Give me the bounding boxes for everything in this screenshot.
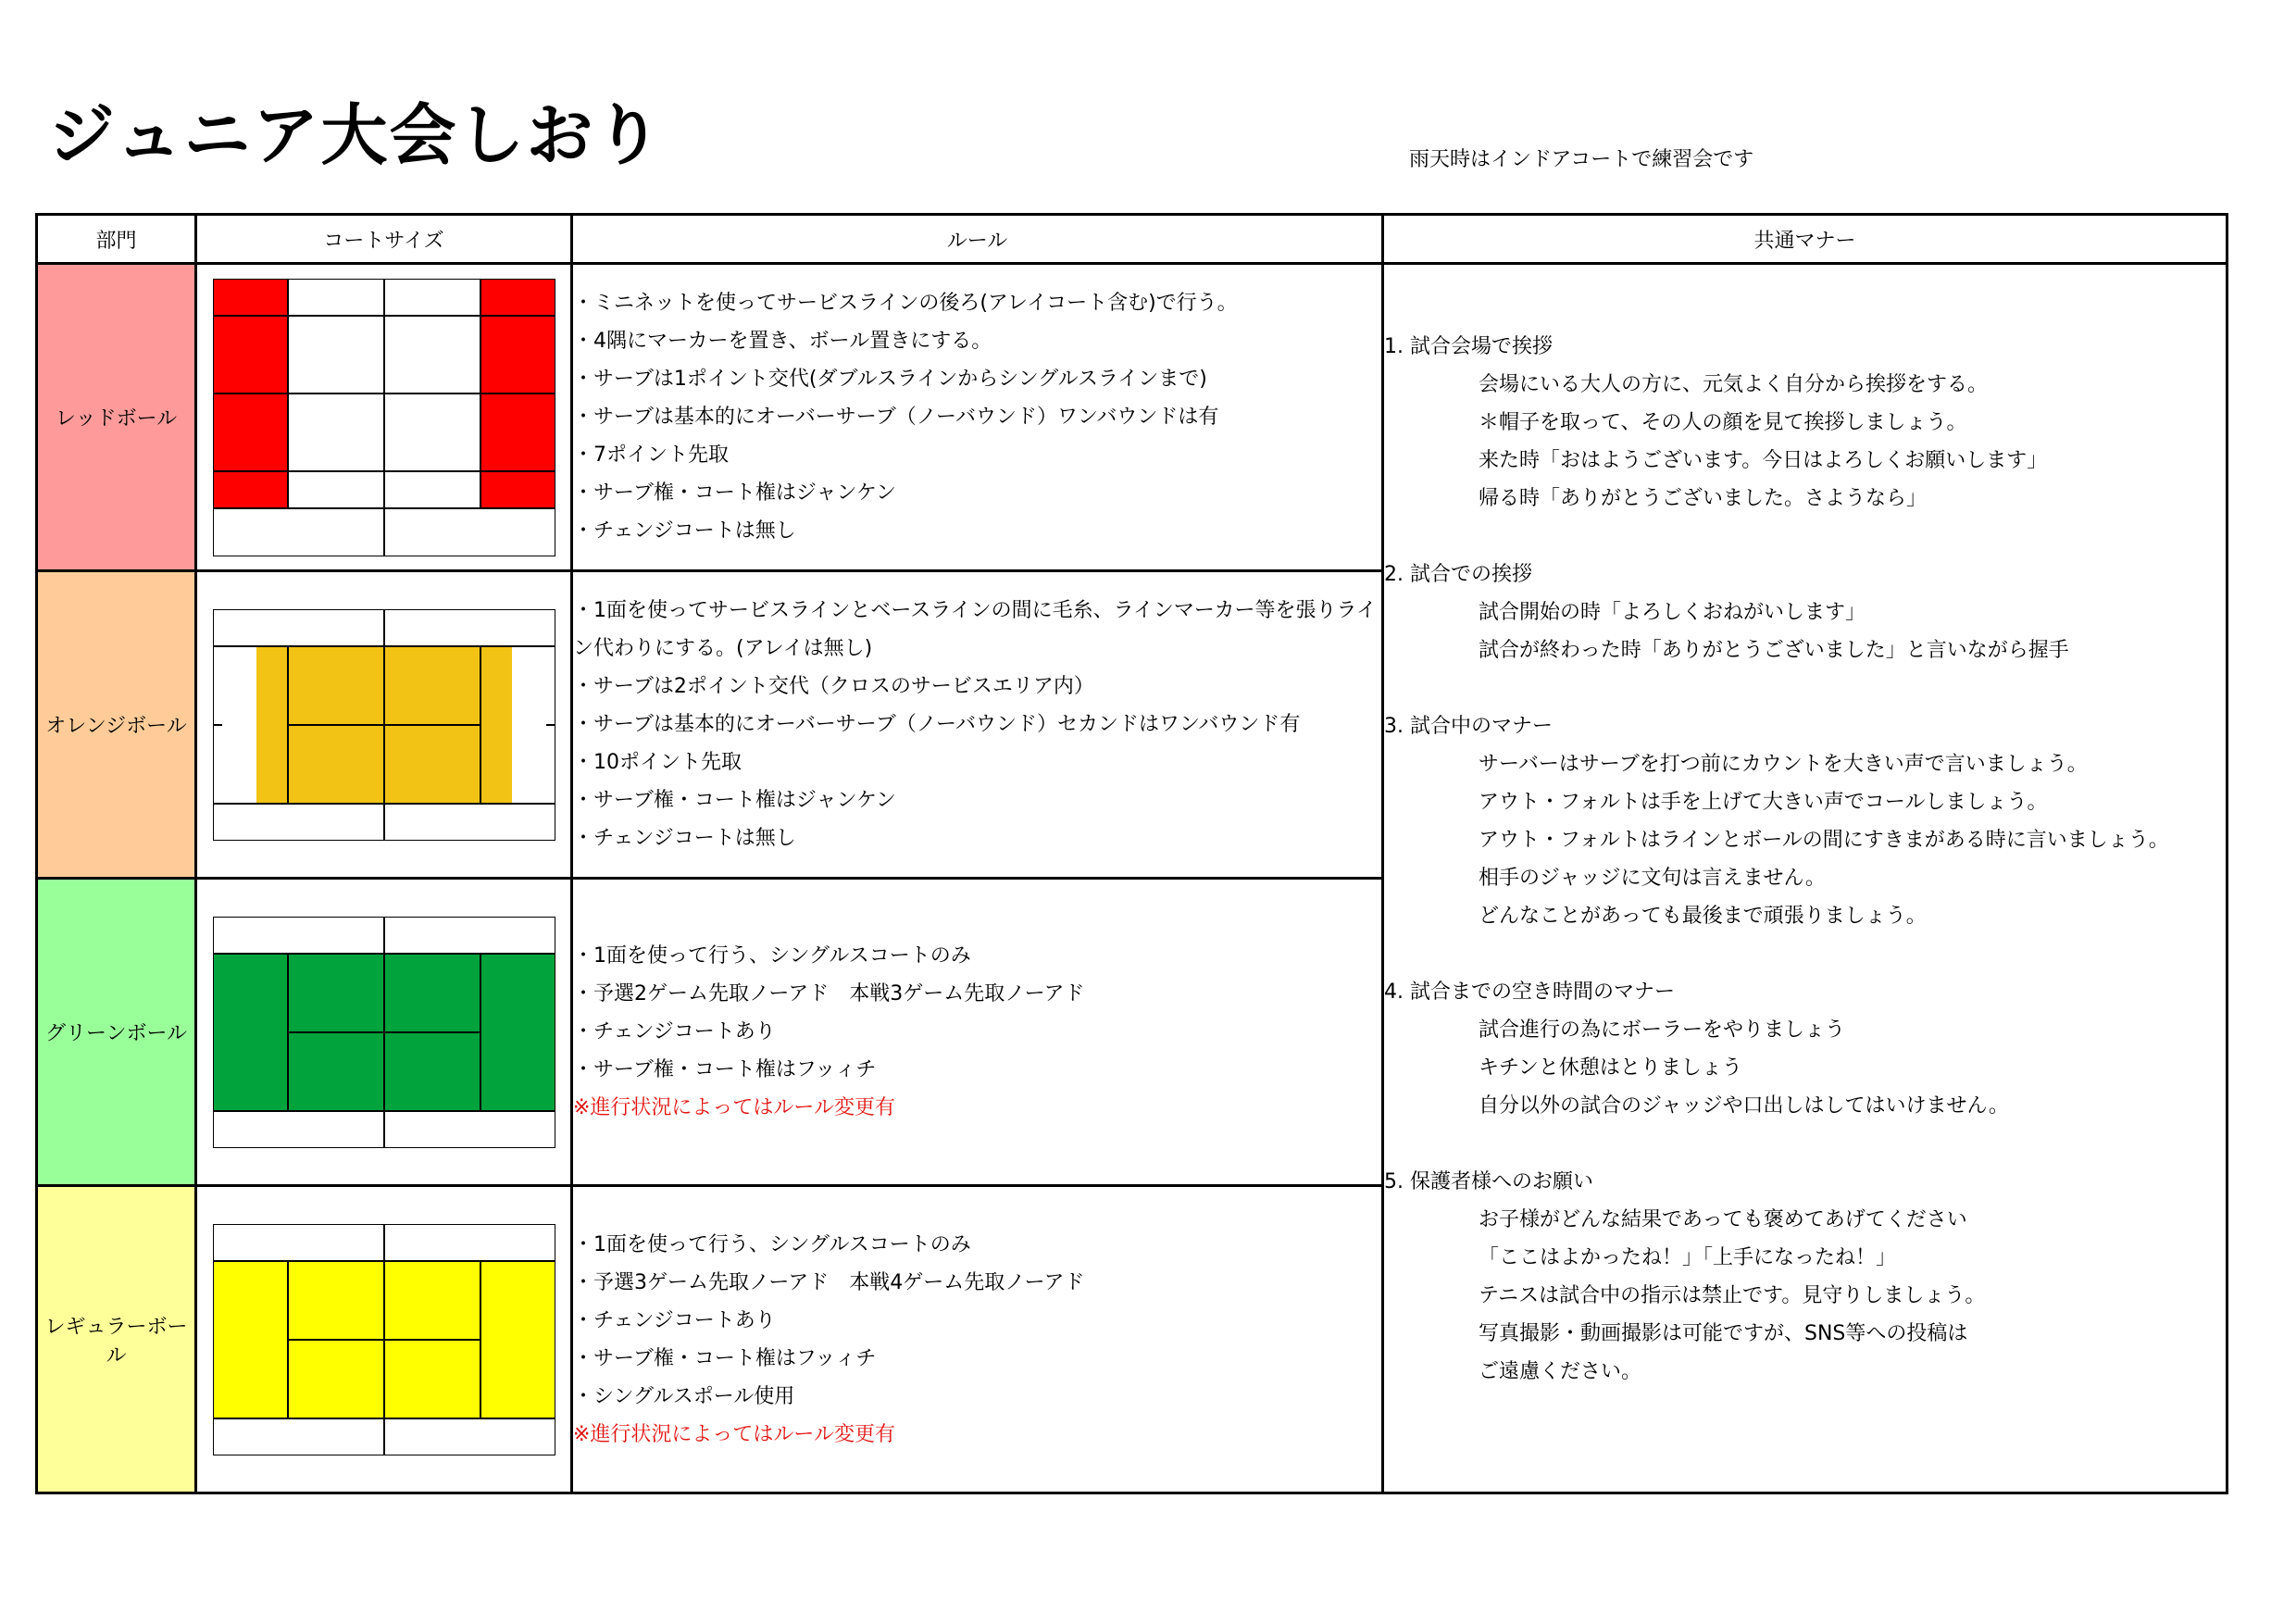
- rule-item: ・シングルスポール使用: [573, 1384, 795, 1408]
- manner-line: アウト・フォルトはラインとボールの間にすきまがある時に言いましょう。: [1479, 829, 2169, 852]
- rule-item: ・ミニネットを使ってサービスラインの後ろ(アレイコート含む)で行う。: [573, 292, 1238, 315]
- manner-line: 試合が終わった時「ありがとうございました」と言いながら握手: [1479, 639, 2069, 662]
- manner-section-3: [1384, 707, 2226, 935]
- page-title: ジュニア大会しおり: [48, 96, 664, 174]
- rule-item: ・サーブは1ポイント交代(ダブルスラインからシングルスラインまで): [573, 368, 1207, 391]
- rule-item: ・7ポイント先取: [573, 443, 729, 467]
- manner-line: 試合進行の為にボーラーをやりましょう: [1479, 1018, 1846, 1042]
- manner-line: お子様がどんな結果であっても褒めてあげてください: [1479, 1208, 1967, 1231]
- common-manners: [1383, 264, 2227, 1493]
- rule-item: ・サーブ権・コート権はジャンケン: [573, 481, 896, 505]
- rule-item: ・予選2ゲーム先取ノーアド 本戦3ゲーム先取ノーアド: [573, 982, 1085, 1006]
- manner-heading: 3. 試合中のマナー: [1384, 715, 1553, 738]
- rule-item: ・4隅にマーカーを置き、ボール置きにする。: [573, 330, 992, 353]
- rule-change-note: ※進行状況によってはルール変更有: [573, 1422, 895, 1446]
- rules-red: [572, 264, 1383, 571]
- manner-line: テニスは試合中の指示は禁止です。見守りしましょう。: [1479, 1284, 1986, 1307]
- green-court-diagram: [213, 917, 555, 1148]
- manner-line: キチンと休憩はとりましょう: [1479, 1056, 1742, 1080]
- rule-item: ・サーブ権・コート権はジャンケン: [573, 789, 896, 812]
- manner-line: 会場にいる大人の方に、元気よく自分から挨拶をする。: [1479, 373, 1989, 396]
- header-rules: ルール: [572, 215, 1383, 264]
- rules-orange: [572, 571, 1383, 879]
- rule-item: ・チェンジコートあり: [573, 1020, 776, 1043]
- header-row: [37, 215, 2227, 264]
- manner-section-4: [1384, 973, 2226, 1125]
- manner-line: 来た時「おはようございます。今日はよろしくお願いします」: [1479, 449, 2048, 472]
- tournament-guide-table: [35, 213, 2228, 1494]
- manner-line: ご遠慮ください。: [1479, 1360, 1642, 1383]
- header-category: 部門: [37, 215, 196, 264]
- court-size-green: [196, 879, 572, 1186]
- manner-line: どんなことがあっても最後まで頑張りましょう。: [1479, 905, 1927, 928]
- header-court-size: コートサイズ: [196, 215, 572, 264]
- category-orange-ball: オレンジボール: [37, 571, 196, 879]
- category-green-ball: グリーンボール: [37, 879, 196, 1186]
- rule-item: ・チェンジコートあり: [573, 1308, 776, 1332]
- manner-heading: 4. 試合までの空き時間のマナー: [1384, 981, 1675, 1004]
- manner-line: サーバーはサーブを打つ前にカウントを大きい声で言いましょう。: [1479, 753, 2088, 776]
- category-regular-ball: レギュラーボール: [37, 1186, 196, 1493]
- rule-item: ・予選3ゲーム先取ノーアド 本戦4ゲーム先取ノーアド: [573, 1270, 1085, 1294]
- rule-item: ・サーブは2ポイント交代（クロスのサービスエリア内）: [573, 675, 1094, 698]
- rule-item: ・サーブ権・コート権はフッィチ: [573, 1058, 877, 1081]
- rule-item: ・チェンジコートは無し: [573, 827, 796, 850]
- rule-change-note: ※進行状況によってはルール変更有: [573, 1096, 895, 1119]
- rule-item: ・1面を使って行う、シングルスコートのみ: [573, 944, 971, 968]
- manner-section-5: [1384, 1163, 2226, 1391]
- rain-note: 雨天時はインドアコートで練習会です: [1409, 148, 1754, 171]
- row-red-ball: [37, 264, 2227, 571]
- rule-item: ・チェンジコートは無し: [573, 519, 796, 543]
- rule-item: ・サーブは基本的にオーバーサーブ（ノーバウンド）ワンバウンドは有: [573, 406, 1219, 429]
- manner-section-1: [1384, 328, 2226, 518]
- header-manners: 共通マナー: [1383, 215, 2227, 264]
- court-size-regular: [196, 1186, 572, 1493]
- orange-court-diagram: [213, 609, 555, 841]
- rule-item: ・サーブは基本的にオーバーサーブ（ノーバウンド）セカンドはワンバウンド有: [573, 713, 1301, 736]
- manner-line: アウト・フォルトは手を上げて大きい声でコールしましょう。: [1479, 791, 2048, 814]
- manner-line: 試合開始の時「よろしくおねがいします」: [1479, 601, 1866, 624]
- rules-green: [572, 879, 1383, 1186]
- manner-section-2: [1384, 556, 2226, 669]
- manner-line: 自分以外の試合のジャッジや口出しはしてはいけません。: [1479, 1094, 2009, 1118]
- manner-line: 帰る時「ありがとうございました。さようなら」: [1479, 487, 1928, 510]
- rule-item: ・1面を使ってサービスラインとベースラインの間に毛糸、ラインマーカー等を張りライン代わりにする。(アレイは無し): [573, 599, 1377, 660]
- regular-court-diagram: [213, 1224, 555, 1455]
- category-red-ball: レッドボール: [37, 264, 196, 571]
- rule-item: ・サーブ権・コート権はフッィチ: [573, 1346, 877, 1370]
- red-court-diagram: [213, 279, 555, 556]
- manner-line: 相手のジャッジに文句は言えません。: [1479, 867, 1826, 890]
- manner-line: 「ここはよかったね！」「上手になったね！」: [1479, 1246, 1897, 1269]
- court-size-red: [196, 264, 572, 571]
- rule-item: ・1面を使って行う、シングルスコートのみ: [573, 1232, 971, 1256]
- manner-line: ＊帽子を取って、その人の顔を見て挨拶しましょう。: [1479, 411, 1967, 434]
- manner-heading: 1. 試合会場で挨拶: [1384, 335, 1553, 358]
- manner-heading: 2. 試合での挨拶: [1384, 563, 1532, 586]
- rule-item: ・10ポイント先取: [573, 751, 742, 774]
- court-size-orange: [196, 571, 572, 879]
- manner-heading: 5. 保護者様へのお願い: [1384, 1170, 1593, 1193]
- manner-line: 写真撮影・動画撮影は可能ですが、SNS等への投稿は: [1479, 1322, 1968, 1345]
- rules-regular: [572, 1186, 1383, 1493]
